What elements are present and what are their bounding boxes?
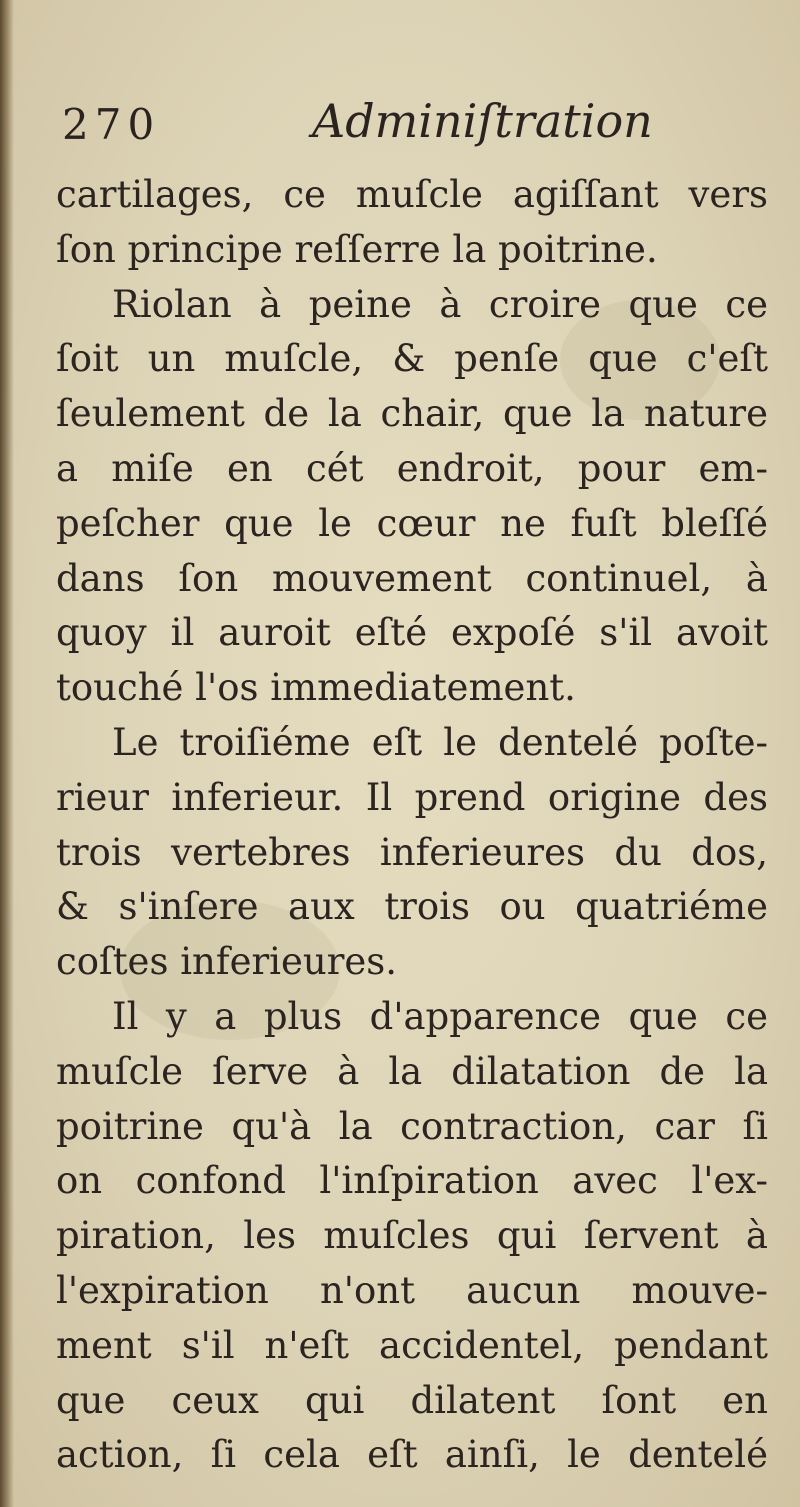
body-text [56,168,768,1483]
text-line: Il y a plus d'apparence que ce [112,994,768,1038]
text-line: Riolan à peine à croire que ce [112,282,768,326]
page-header [62,92,762,156]
text-line: muſcle ſerve à la dilatation de la [56,1049,768,1093]
text-line: quoy il auroit eſté expoſé s'il avoit [56,611,768,655]
text-line: action, ſi cela eſt ainſi, le dentelé [56,1433,768,1477]
text-line: rieur inferieur. Il prend origine des [56,775,768,819]
text-line: ſoit un muſcle, & penſe que c'eſt [56,337,768,381]
text-line: piration, les muſcles qui ſervent à [56,1214,768,1258]
text-line: ment s'il n'eſt accidentel, pendant [56,1323,768,1367]
text-line: dans ſon mouvement continuel, à [56,556,768,600]
text-line: cartilages, ce muſcle agiſſant vers [56,173,768,216]
text-line: ſeulement de la chair, que la nature [56,392,768,436]
text-line: poitrine qu'à la contraction, car ſi [56,1104,768,1148]
text-line: a miſe en cét endroit, pour em- [56,446,768,490]
page-spine-shadow [0,0,14,1507]
text-line: & s'inſere aux trois ou quatriéme [56,885,768,929]
text-line: coſtes inferieures. [56,940,398,984]
text-line: que ceux qui dilatent ſont en [56,1378,768,1422]
text-line: l'expiration n'ont aucun mouve- [56,1268,768,1312]
text-line: on confond l'inſpiration avec l'ex- [56,1159,768,1203]
running-head: Adminiſtration [312,94,653,148]
text-line: peſcher que le cœur ne fuſt bleſſé [56,501,768,545]
page-number: 270 [62,100,161,149]
text-line: ſon principe reſſerre la poitrine. [56,227,658,271]
text-line: Le troiſiéme eſt le dentelé poſte- [112,720,768,764]
text-line: trois vertebres inferieures du dos, [56,830,768,874]
text-line: touché l'os immediatement. [56,666,576,710]
